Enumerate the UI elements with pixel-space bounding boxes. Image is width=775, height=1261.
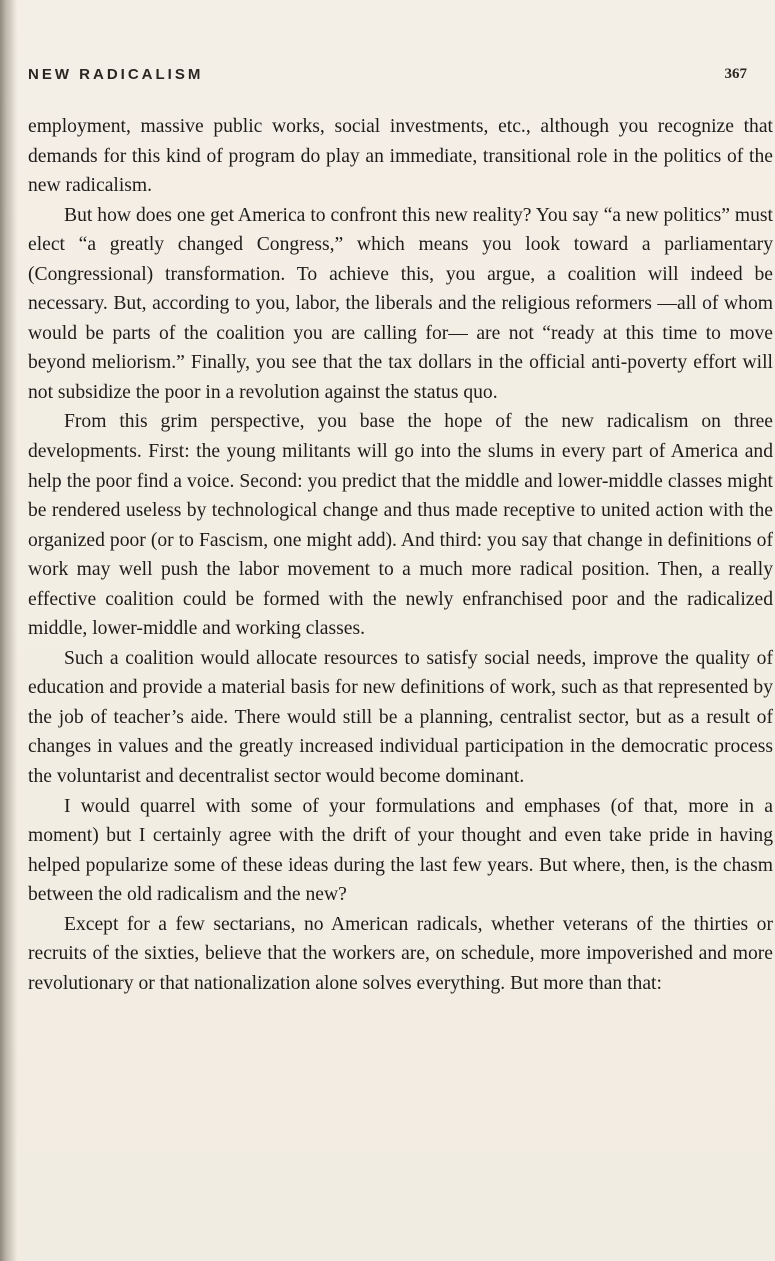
binding-gutter-shadow	[0, 0, 18, 1261]
page-header	[28, 66, 757, 88]
paragraph-1: employment, massive public works, social investments, etc., although you recognize that demands for this kind of program do play an immediate, transitional role in the politics of the new radicalism.	[28, 116, 773, 197]
paragraph-4: Such a coalition would allocate resources to satisfy social needs, improve the quality of education and provide a material basis for new definitions of work, such as that represented by the job of teacher’s aide. There would still be a planning, centralist sector, but as a result of changes in values and the greatly increased individual participation in the democratic process the voluntarist and decentralist sector would become dominant.	[28, 647, 773, 788]
body-text	[28, 112, 773, 998]
page-number: 367	[724, 66, 747, 82]
paragraph-3: From this grim perspective, you base the hope of the new radicalism on three developments. First: the young militants will go into the slums in every part of America and help the poor find a voice. Second: you predict that the middle and lower-middle classes might be rendered useless by technological change and thus made receptive to united action with the organized poor (or to Fascism, one might add). And third: you say that change in definitions of work may well push the labor movement to a much more radical position. Then, a really effective coalition could be formed with the newly enfranchised poor and the radicalized middle, lower-middle and working classes.	[28, 411, 773, 640]
paragraph-5: I would quarrel with some of your formulations and emphases (of that, more in a moment) but I certainly agree with the drift of your thought and even take pride in having helped popularize some of these ideas during the last few years. But where, then, is the chasm between the old radicalism and the new?	[28, 795, 773, 906]
paragraph-6: Except for a few sectarians, no American radicals, whether veterans of the thirties or recruits of the sixties, believe that the workers are, on schedule, more impoverished and more revolutionary or that nationalization alone solves everything. But more than that:	[28, 913, 773, 994]
running-head: NEW RADICALISM	[28, 66, 204, 83]
paragraph-2: But how does one get America to confront this new reality? You say “a new politics” must elect “a greatly changed Congress,” which means you look toward a parliamentary (Congressional) transformation. To achieve this, you argue, a coalition will indeed be necessary. But, according to you, labor, the liberals and the religious reformers —all of whom would be parts of the coalition you are calling for— are not “ready at this time to move beyond meliorism.” Finally, you see that the tax dollars in the official anti-poverty effort will not subsidize the poor in a revolution against the status quo.	[28, 204, 773, 403]
